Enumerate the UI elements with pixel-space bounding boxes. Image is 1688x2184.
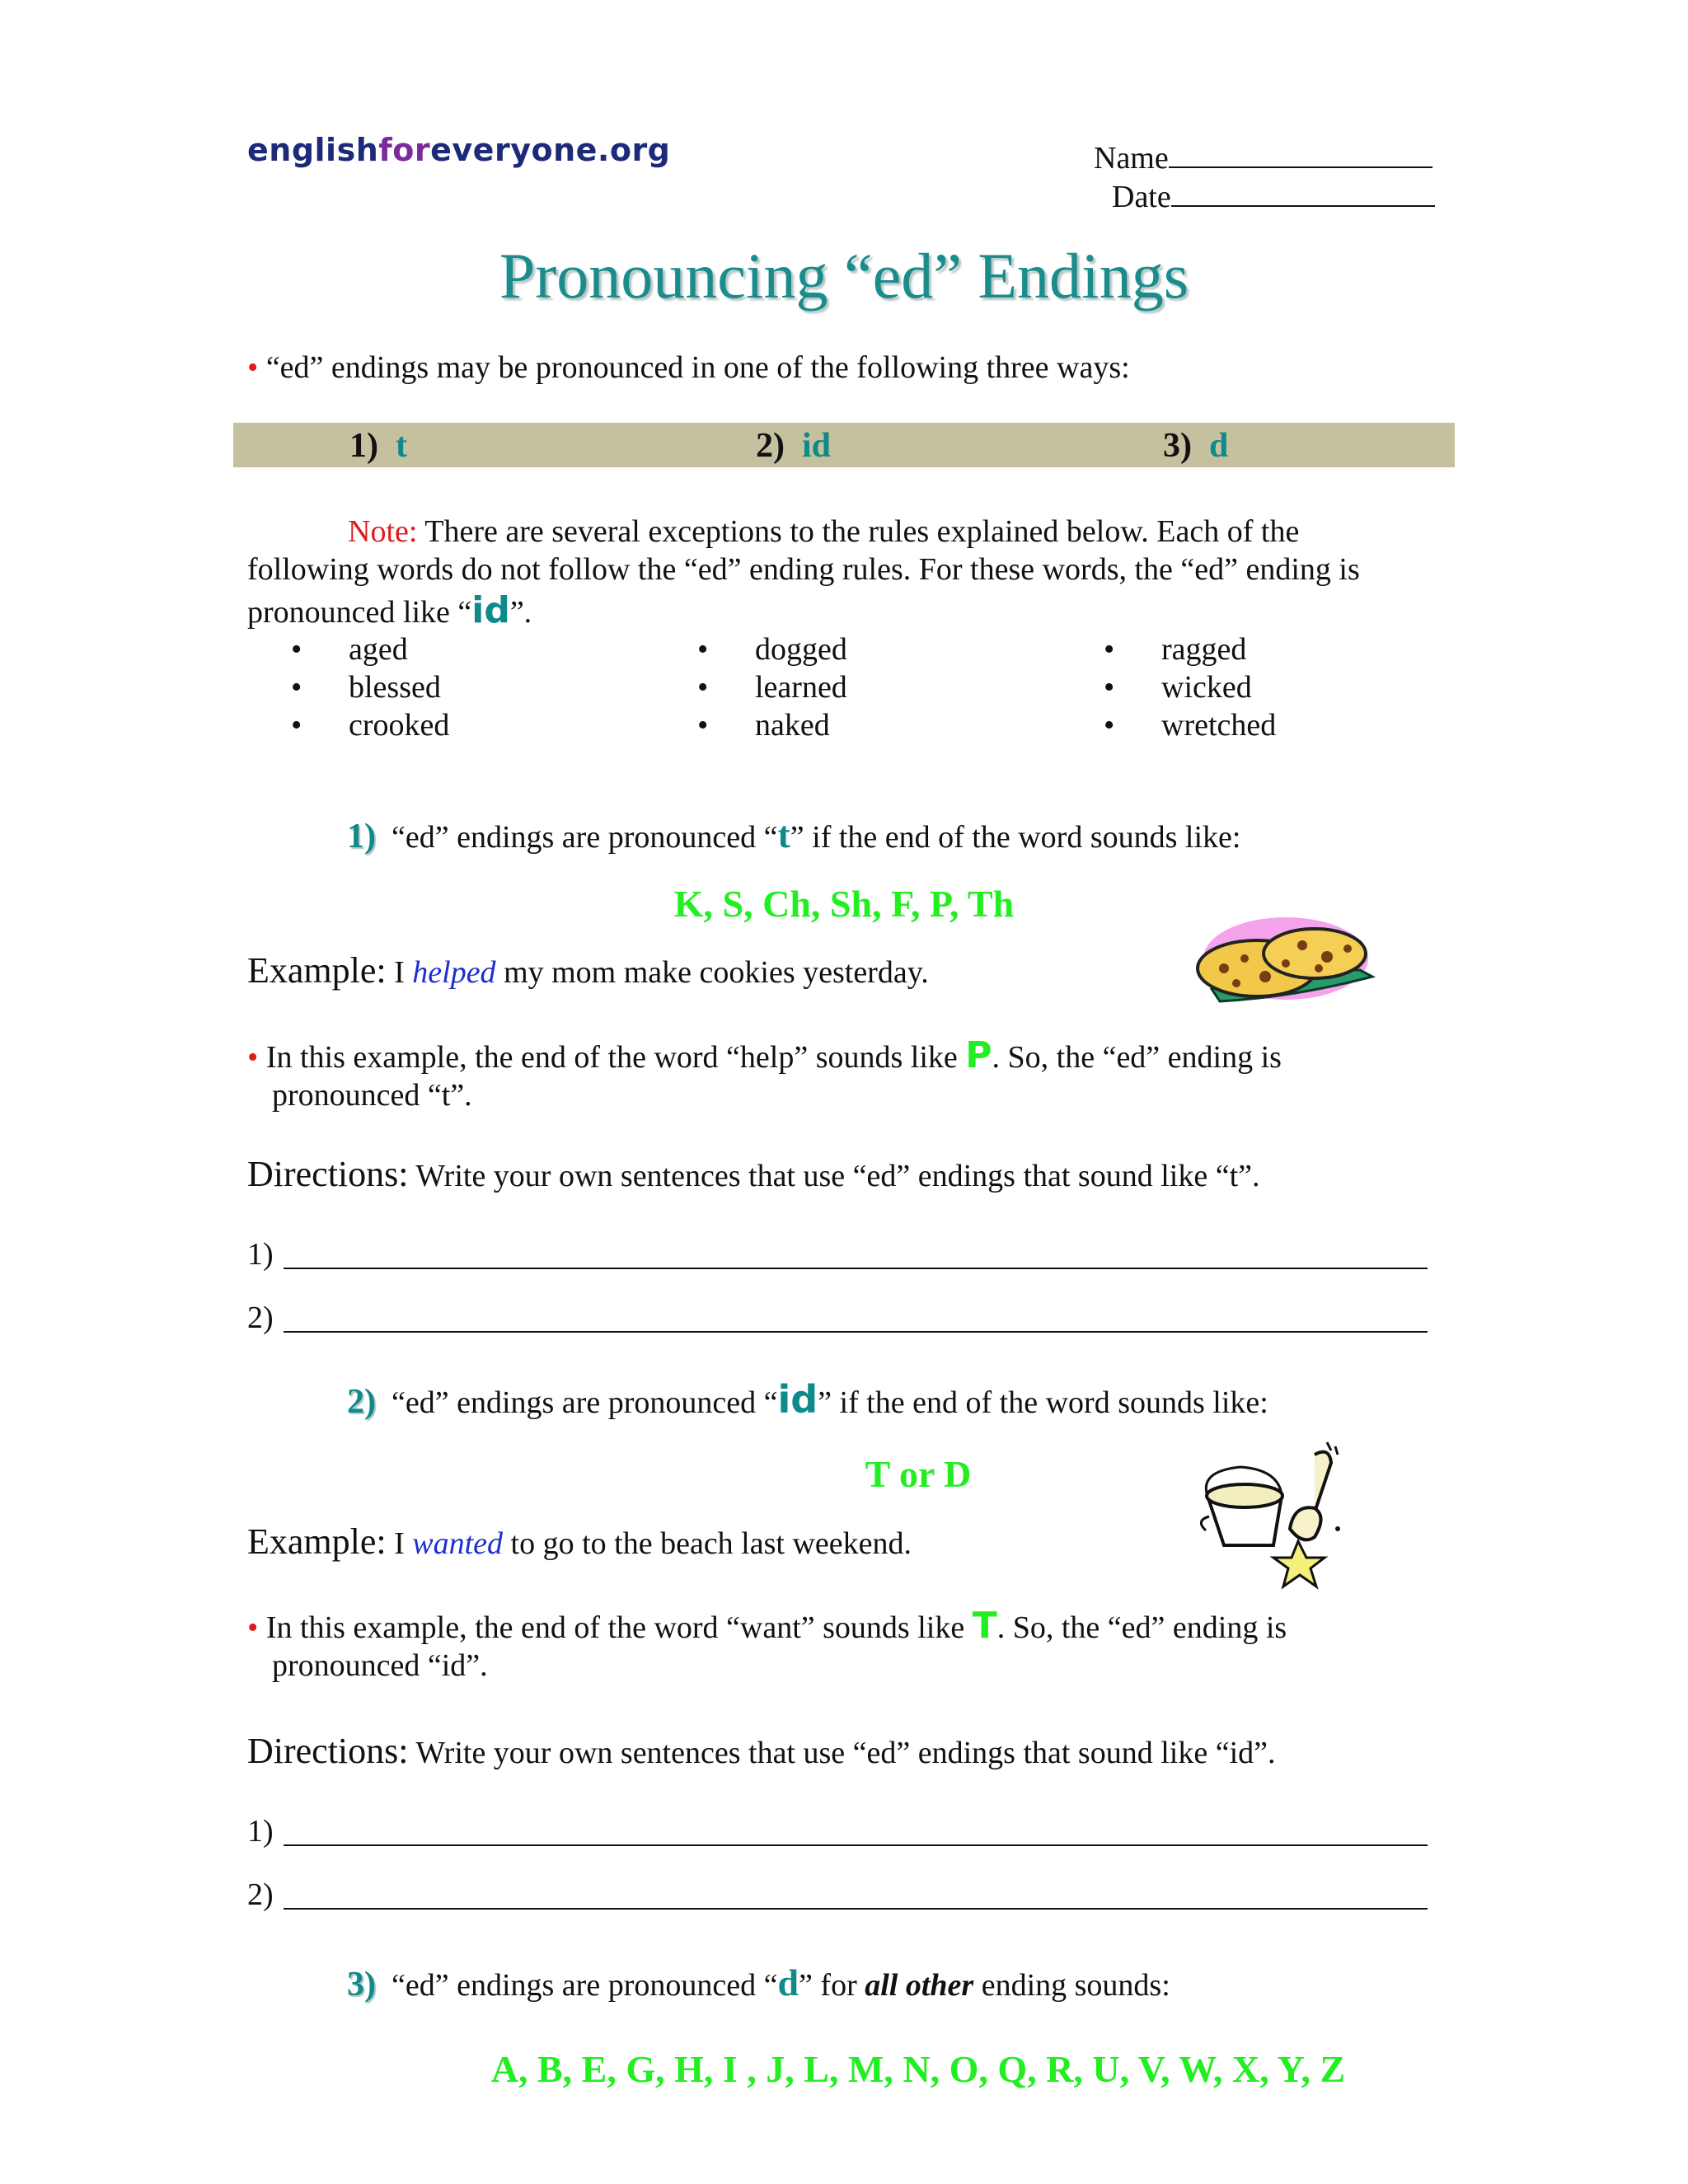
name-field[interactable]	[1094, 137, 1432, 176]
date-label: Date	[1112, 180, 1171, 214]
rule-2-directions: Directions: Write your own sentences that use “ed” endings that sound like “id”.	[247, 1731, 1276, 1771]
date-line[interactable]	[1171, 176, 1435, 207]
beach-pail-clipart	[1191, 1438, 1356, 1591]
list-item: • wretched	[1104, 708, 1277, 743]
rule-2-explanation: • In this example, the end of the word “want” sounds like T. So, the “ed” ending is pronounced “id”.	[247, 1605, 1287, 1683]
way-3: 3) d	[1163, 427, 1229, 465]
list-item: • wicked	[1104, 670, 1252, 705]
exceptions-col-3	[1104, 630, 1276, 744]
note-label: Note:	[348, 514, 418, 549]
rule-1-directions: Directions: Write your own sentences that use “ed” endings that sound like “t”.	[247, 1154, 1260, 1194]
site-logo: englishforeveryone.org	[247, 132, 671, 168]
rule-1-heading: 1) “ed” endings are pronounced “t” if the end of the word sounds like:	[347, 813, 1241, 855]
list-item: • dogged	[697, 632, 847, 667]
exceptions-col-1	[291, 630, 449, 744]
answer-line[interactable]: 1)	[247, 1236, 1434, 1277]
intro-text: “ed” endings may be pronounced in one of the following three ways:	[265, 350, 1130, 385]
list-item: • learned	[697, 670, 847, 705]
name-label: Name	[1094, 141, 1169, 176]
rule-2-sounds: T or D	[865, 1453, 972, 1495]
answer-line[interactable]: 1)	[247, 1813, 1434, 1854]
list-item: • crooked	[291, 708, 450, 743]
list-item: • blessed	[291, 670, 441, 705]
page-title: Pronouncing “ed” Endings	[499, 240, 1189, 312]
rule-1-sounds: K, S, Ch, Sh, F, P, Th	[673, 883, 1015, 925]
date-field[interactable]	[1112, 176, 1435, 215]
note-paragraph: Note: There are several exceptions to the rules explained below. Each of the following words do not follow the “ed” ending rules. For these words, the “ed” ending is pronounced like “id”.	[247, 514, 1360, 631]
way-1: 1) t	[349, 427, 407, 465]
id-symbol: id	[471, 589, 510, 631]
cookies-clipart	[1187, 911, 1376, 1018]
rule-2-heading: 2) “ed” endings are pronounced “id” if the end of the word sounds like:	[347, 1377, 1268, 1422]
intro-line	[247, 349, 1130, 387]
rule-3-heading: 3) “ed” endings are pronounced “d” for all other ending sounds:	[347, 1961, 1170, 2004]
rule-1-example: Example: I helped my mom make cookies yesterday.	[247, 950, 929, 991]
list-item: • naked	[697, 708, 830, 743]
rule-2-example: Example: I wanted to go to the beach last weekend.	[247, 1521, 912, 1562]
name-line[interactable]	[1169, 137, 1432, 168]
answer-line[interactable]: 2)	[247, 1300, 1434, 1341]
list-item: • ragged	[1104, 632, 1247, 667]
rule-1-explanation: • In this example, the end of the word “help” sounds like P. So, the “ed” ending is pronounced “t”.	[247, 1034, 1282, 1113]
way-2: 2) id	[756, 427, 832, 465]
list-item: • aged	[291, 632, 408, 667]
bullet: •	[247, 350, 259, 385]
exceptions-col-2	[697, 630, 847, 744]
ways-bar	[233, 423, 1455, 467]
answer-line[interactable]: 2)	[247, 1877, 1434, 1918]
rule-3-sounds: A, B, E, G, H, I , J, L, M, N, O, Q, R, U, V, W, X, Y, Z	[490, 2048, 1346, 2090]
